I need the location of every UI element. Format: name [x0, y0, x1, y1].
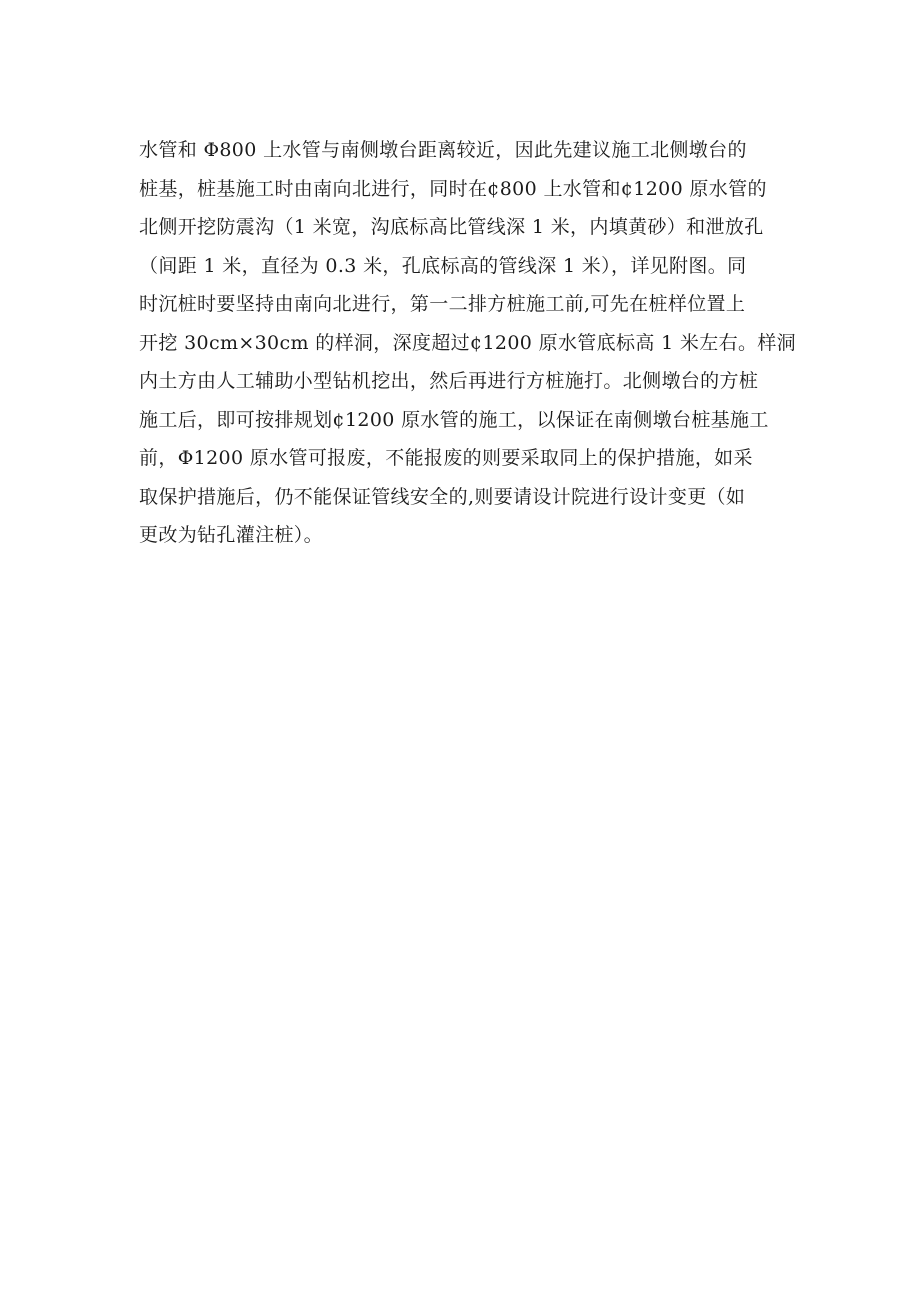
body-paragraph	[139, 131, 797, 555]
text-line: 北侧开挖防震沟（1 米宽，沟底标高比管线深 1 米，内填黄砂）和泄放孔	[139, 216, 764, 238]
text-line: 开挖 30cm×30cm 的样洞，深度超过¢1200 原水管底标高 1 米左右。样洞	[139, 331, 797, 354]
text-line: 更改为钻孔灌注桩）。	[139, 524, 324, 546]
text-line: 前，Φ1200 原水管可报废，不能报废的则要采取同上的保护措施，如采	[139, 447, 753, 469]
text-line: 时沉桩时要坚持由南向北进行，第一二排方桩施工前,可先在桩样位置上	[139, 293, 746, 315]
text-line: 水管和 Φ800 上水管与南侧墩台距离较近，因此先建议施工北侧墩台的	[139, 139, 747, 161]
text-line: 桩基，桩基施工时由南向北进行，同时在¢800 上水管和¢1200 原水管的	[139, 177, 767, 200]
text-line: （间距 1 米，直径为 0.3 米，孔底标高的管线深 1 米），详见附图。同	[139, 254, 747, 277]
text-line: 施工后，即可按排规划¢1200 原水管的施工，以保证在南侧墩台桩基施工	[139, 408, 769, 431]
text-line: 内土方由人工辅助小型钻机挖出，然后再进行方桩施打。北侧墩台的方桩	[139, 370, 759, 392]
text-line: 取保护措施后，仍不能保证管线安全的,则要请设计院进行设计变更（如	[139, 485, 746, 508]
